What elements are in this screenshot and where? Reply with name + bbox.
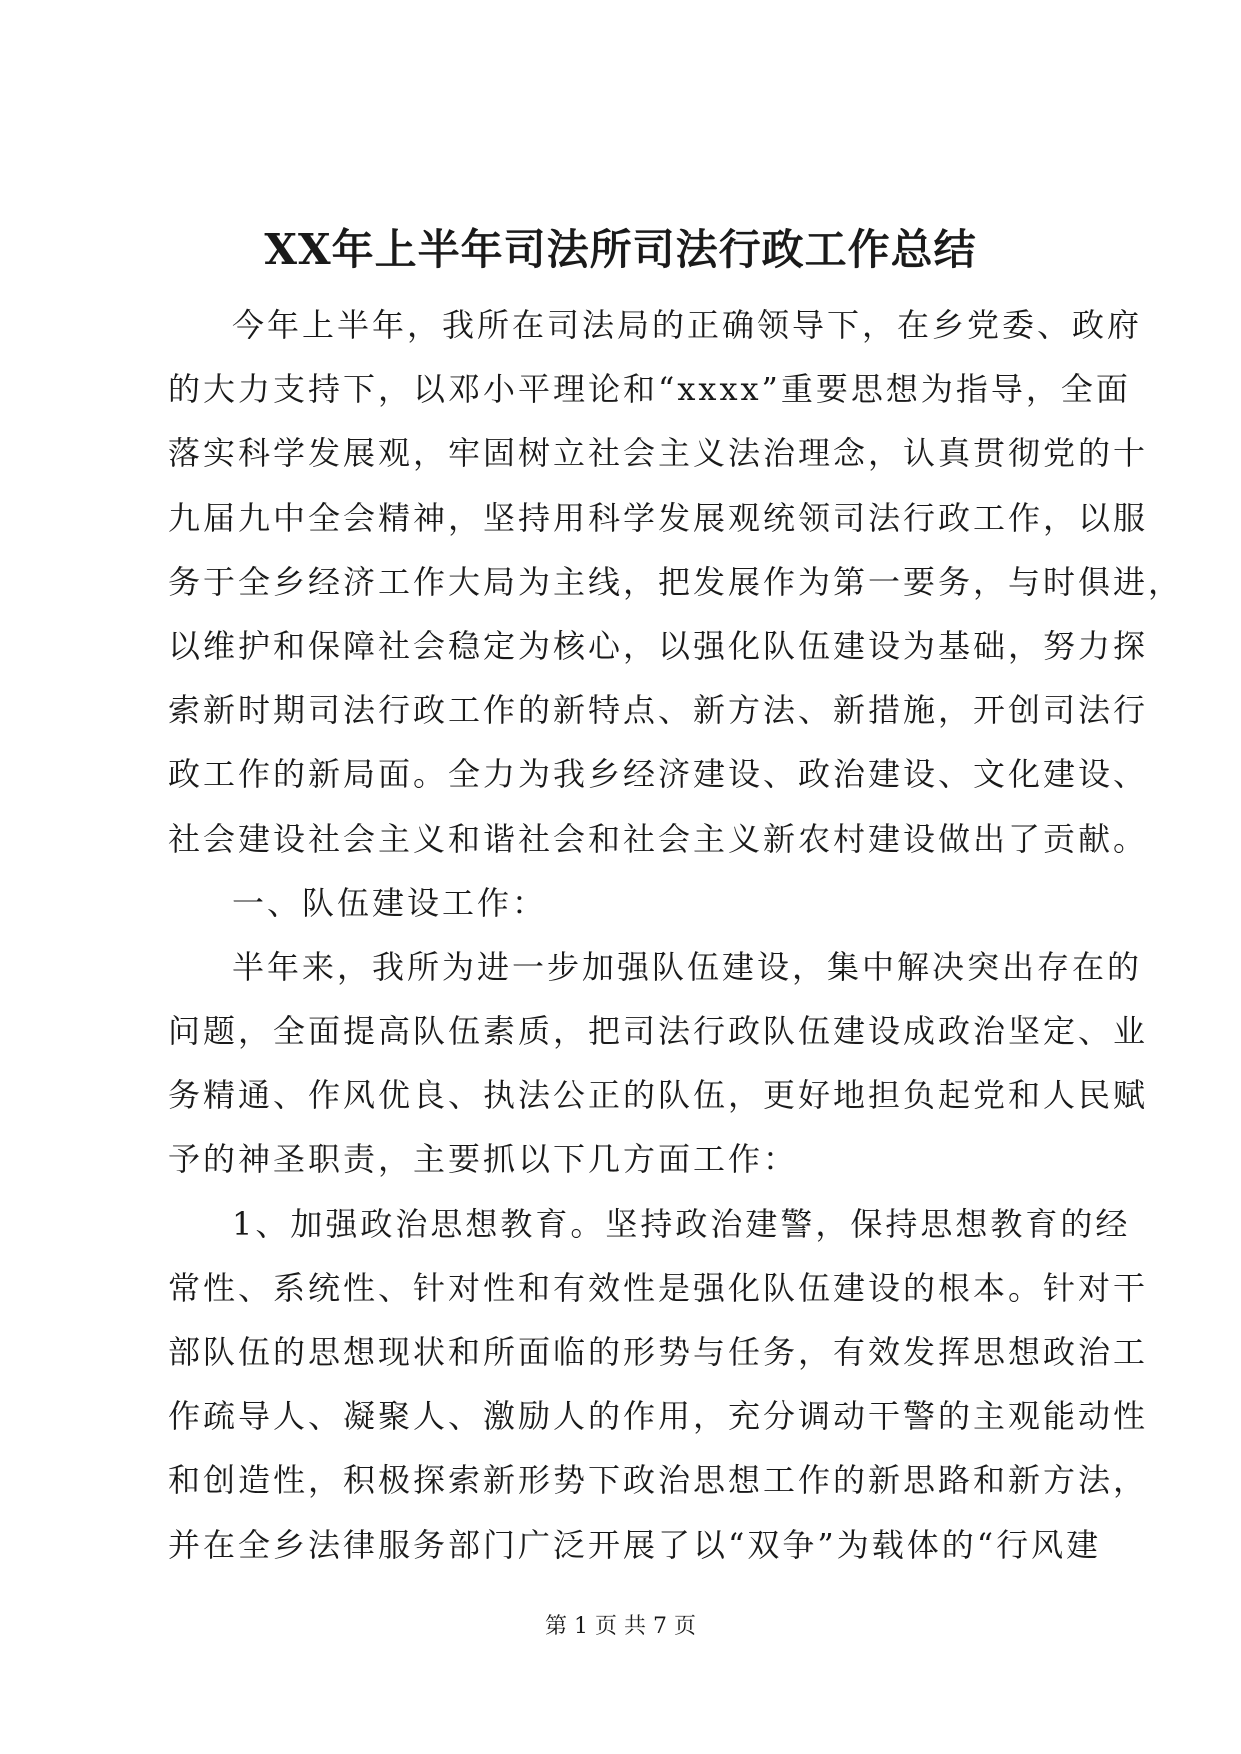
paragraph-line: 今年上半年，我所在司法局的正确领导下，在乡党委、政府 <box>232 306 1143 344</box>
paragraph-line: 问题，全面提高队伍素质，把司法行政队伍建设成政治坚定、业 <box>168 1012 1149 1051</box>
paragraph-line: 半年来，我所为进一步加强队伍建设，集中解决突出存在的 <box>232 947 1143 986</box>
paragraph-line: 务精通、作风优良、执法公正的队伍，更好地担负起党和人民赋 <box>168 1076 1149 1115</box>
paragraph-line: 以维护和保障社会稳定为核心，以强化队伍建设为基础，努力探 <box>168 626 1149 665</box>
section-heading: 一、队伍建设工作： <box>232 883 548 922</box>
paragraph-line: 政工作的新局面。全力为我乡经济建设、政治建设、文化建设、 <box>168 755 1149 794</box>
paragraph-line: 1、加强政治思想教育。坚持政治建警，保持思想教育的经 <box>232 1204 1131 1243</box>
paragraph-line: 予的神圣职责，主要抓以下几方面工作： <box>168 1140 799 1179</box>
paragraph-line: 务于全乡经济工作大局为主线，把发展作为第一要务，与时俱进， <box>168 562 1184 601</box>
paragraph-line: 部队伍的思想现状和所面临的形势与任务，有效发挥思想政治工 <box>168 1333 1149 1371</box>
paragraph-line: 常性、系统性、针对性和有效性是强化队伍建设的根本。针对干 <box>168 1268 1149 1307</box>
paragraph-line: 的大力支持下，以邓小平理论和“xxxx”重要思想为指导，全面 <box>168 370 1131 409</box>
document-title: XX年上半年司法所司法行政工作总结 <box>264 225 977 274</box>
document-body <box>168 293 1184 1577</box>
paragraph-line: 并在全乡法律服务部门广泛开展了以“双争”为载体的“行风建 <box>168 1525 1102 1564</box>
paragraph-line: 索新时期司法行政工作的新特点、新方法、新措施，开创司法行 <box>168 691 1149 730</box>
paragraph-line: 作疏导人、凝聚人、激励人的作用，充分调动干警的主观能动性 <box>168 1397 1149 1436</box>
paragraph-line: 九届九中全会精神，坚持用科学发展观统领司法行政工作，以服 <box>168 498 1149 537</box>
page-number-footer: 第 1 页 共 7 页 <box>545 1614 696 1639</box>
paragraph-line: 和创造性，积极探索新形势下政治思想工作的新思路和新方法， <box>168 1461 1149 1500</box>
paragraph-line: 社会建设社会主义和谐社会和社会主义新农村建设做出了贡献。 <box>168 819 1149 858</box>
paragraph-line: 落实科学发展观，牢固树立社会主义法治理念，认真贯彻党的十 <box>168 434 1149 473</box>
